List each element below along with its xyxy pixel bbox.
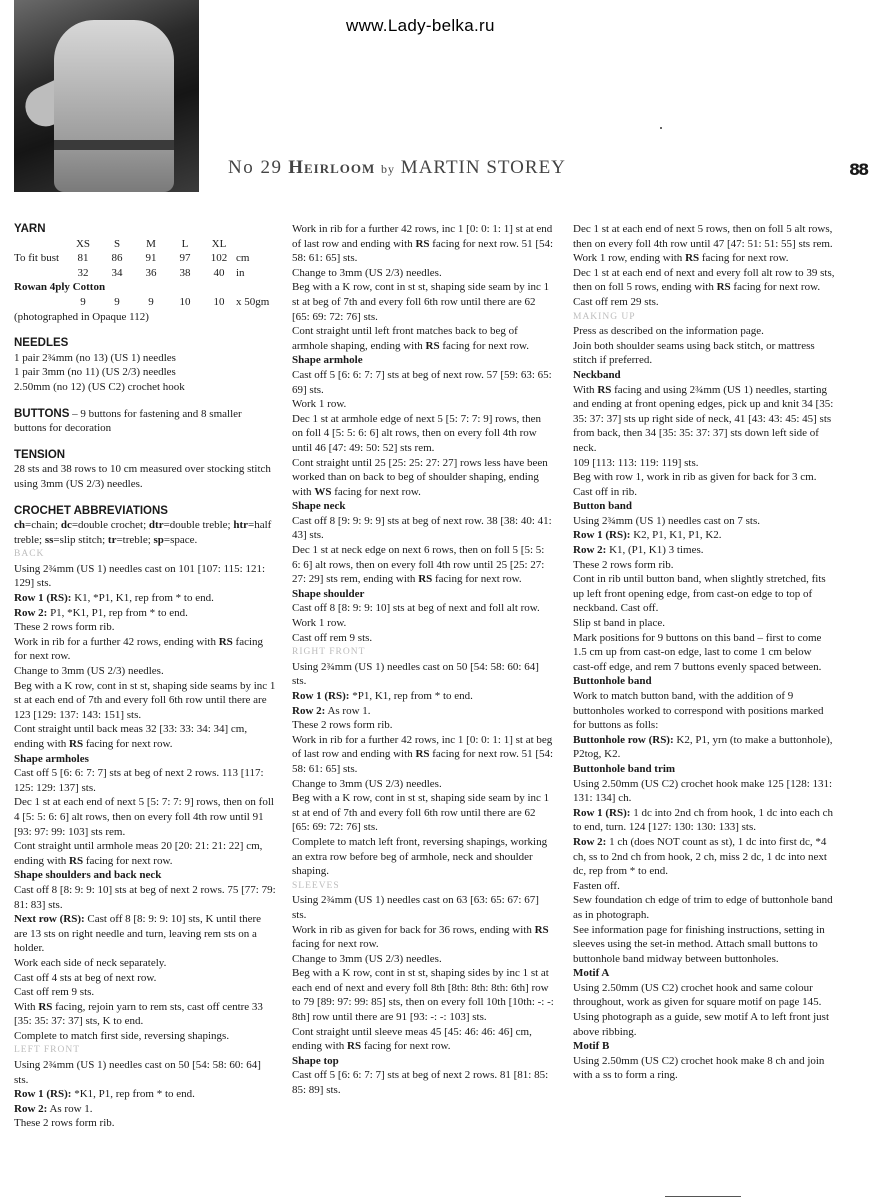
instruction-text: Cast off 5 [6: 6: 7: 7] sts at beg of next 2 rows. 113 [117: 125: 129: 137] sts. (14, 767, 264, 794)
instruction-text: These 2 rows form rib. (14, 1117, 115, 1130)
instruction-line (573, 251, 835, 266)
buttons-heading: BUTTONS (14, 407, 70, 420)
instruction-text: Cont in rib until button band, when slightly stretched, fits up left front opening edge, from cast-on edge to top of neckband. Cast off. (573, 573, 826, 615)
subheading: Motif A (573, 967, 610, 980)
instruction-text: K1, (P1, K1) 3 times. (606, 544, 704, 557)
instruction-line (573, 777, 835, 806)
instruction-line (292, 893, 554, 922)
instruction-text: Using 2.50mm (US C2) crochet hook make 125 [128: 131: 131: 134] ch. (573, 777, 833, 805)
instruction-text: Cont straight until left front matches back to beg of armhole shaping, ending with (292, 325, 518, 352)
instruction-text: Cast off 8 [9: 9: 9: 9] sts at beg of next row. 38 [38: 40: 41: 43] sts. (292, 514, 552, 542)
instruction-line (14, 883, 276, 912)
instruction-text: 1 ch (does NOT count as st), 1 dc into first dc, *4 ch, ss to 2nd ch from hook, 2 ch, miss 2 dc, 1 dc into next dc, rep from * to end. (573, 835, 827, 878)
abbr-term: ss (44, 533, 54, 546)
side-label: RS (415, 748, 430, 761)
instruction-text: Work in rib for a further 42 rows, inc 1 [0: 0: 1: 1] st at beg of last row and ending with (292, 733, 553, 761)
instruction-line (573, 339, 835, 368)
yarn-qty-cell: 10 (213, 295, 225, 308)
yarn-qty-cell: 9 (80, 295, 86, 308)
instruction-text: Using 2¾mm (US 1) needles cast on 7 sts. (573, 514, 760, 527)
buttons-para (14, 407, 276, 436)
subheading: Shape armholes (14, 752, 89, 765)
side-label: RS (38, 1000, 53, 1013)
instruction-text: Cont straight until 25 [25: 25: 27: 27] rows less have been worked than on back to beg of shoulder shaping, ending with (292, 456, 548, 498)
size-row (14, 237, 269, 252)
instruction-text: These 2 rows form rib. (14, 621, 115, 634)
instruction-line (573, 923, 835, 967)
instruction-line (573, 689, 835, 733)
fit-cm-cell: 97 (179, 252, 191, 265)
instruction-text: As row 1. (325, 704, 371, 717)
instruction-text: Cont straight until sleeve meas 45 [45: 46: 46: 46] cm, ending with (292, 1025, 532, 1053)
instruction-line (14, 635, 276, 664)
row-label: Buttonhole row (RS): (573, 733, 674, 746)
instruction-text: Beg with row 1, work in rib as given for back for 3 cm. (573, 471, 817, 484)
instruction-text: Fasten off. (573, 879, 620, 892)
side-label: RS (597, 383, 612, 396)
side-label: RS (425, 339, 440, 352)
instruction-text: facing for next row. (361, 1040, 451, 1053)
size-table (14, 237, 269, 310)
fit-in-cell: 32 (77, 266, 89, 279)
sleeves-heading: SLEEVES (292, 880, 340, 891)
instruction-text: facing for next row. (699, 252, 789, 265)
yarn-qty-cell: 9 (114, 295, 120, 308)
instruction-line (292, 324, 554, 353)
back-heading: BACK (14, 549, 45, 560)
instruction-line (292, 456, 554, 500)
abbr-def: =space. (163, 533, 198, 546)
fit-cm-row (14, 251, 269, 266)
instruction-text: Work in rib for a further 42 rows, ending with (14, 635, 219, 648)
instruction-line (573, 616, 835, 631)
yarn-heading: YARN (14, 223, 46, 235)
instruction-line (14, 606, 276, 621)
side-label: RS (534, 923, 549, 936)
row-label: Row 1 (RS): (573, 529, 631, 542)
instruction-text: With (573, 383, 598, 396)
abbreviations-text (14, 518, 276, 547)
unit-cm: cm (236, 252, 250, 265)
instruction-text: Change to 3mm (US 2/3) needles. (292, 777, 442, 790)
instruction-line (573, 528, 835, 543)
instruction-line (573, 835, 835, 879)
instruction-text: See information page for finishing instructions, setting in sleeves using the set-in method. Attach small buttons to buttonhole band midway between buttonholes. (573, 923, 825, 965)
column-1 (14, 222, 276, 1131)
instruction-line (14, 795, 276, 839)
instruction-line (292, 601, 554, 616)
row-label: Row 1 (RS): (14, 592, 72, 605)
pattern-heading (228, 157, 566, 179)
instruction-text: Cast off 8 [8: 9: 9: 10] sts at beg of next and foll alt row. (292, 602, 540, 615)
subheading: Shape neck (292, 500, 346, 513)
side-label: RS (685, 252, 700, 265)
instruction-text: *K1, P1, rep from * to end. (71, 1088, 195, 1101)
instruction-text: Mark positions for 9 buttons on this band – first to come 1.5 cm up from cast-on edge, last to come 1 cm below cast-off edge, and rem 7 buttons evenly spaced between. (573, 631, 822, 673)
abbr-def: =half treble; (14, 519, 272, 546)
right-front-section (292, 660, 554, 879)
yarn-note: (photographed in Opaque 112) (14, 310, 149, 323)
size-cell: L (181, 237, 189, 250)
instruction-line (573, 806, 835, 835)
subheading: Buttonhole band (573, 675, 652, 688)
instruction-line (573, 543, 835, 558)
instruction-text: Change to 3mm (US 2/3) needles. (14, 665, 164, 678)
instruction-text: Cast off 8 [8: 9: 9: 10] sts at beg of next 2 rows. 75 [77: 79: 81: 83] sts. (14, 883, 276, 911)
buttons-text: – 9 buttons for fastening and 8 smaller buttons for decoration (14, 407, 242, 435)
row-label: Row 2: (573, 544, 607, 557)
yarn-qty-row (14, 295, 269, 310)
instruction-text: facing for next row. (14, 635, 264, 663)
making-up-heading: MAKING UP (573, 311, 636, 322)
instruction-line (14, 956, 276, 971)
abbr-term: ch (14, 519, 25, 532)
instruction-line (573, 733, 835, 762)
instruction-text: facing, rejoin yarn to rem sts, cast off centre 33 [35: 35: 37: 37] sts, K to end. (14, 1000, 263, 1028)
instruction-text: Dec 1 st at neck edge on next 6 rows, then on foll 5 [5: 5: 6: 6] alt rows, then on every foll 4th row until 25 [25: 27: 27: 29] sts rem, ending with (292, 544, 545, 586)
instruction-line (573, 222, 835, 251)
side-label: RS (418, 573, 433, 586)
instruction-line (292, 718, 554, 733)
making-up-section (573, 324, 835, 1083)
instruction-line (573, 879, 835, 894)
yarn-qty-cell: 10 (179, 295, 191, 308)
pattern-number: No 29 (228, 157, 283, 178)
instruction-line (573, 514, 835, 529)
instruction-line (573, 1010, 835, 1039)
instruction-text: 109 [113: 113: 119: 119] sts. (573, 456, 699, 469)
instruction-line (292, 923, 554, 952)
instruction-text: Cast off 4 sts at beg of next row. (14, 971, 157, 984)
fit-in-cell: 38 (179, 266, 191, 279)
instruction-text: facing for next row. (331, 485, 421, 498)
subheading: Neckband (573, 368, 621, 381)
abbreviations-heading: CROCHET ABBREVIATIONS (14, 504, 168, 517)
yarn-qty-cell: 9 (148, 295, 154, 308)
side-label: RS (716, 281, 731, 294)
subheading: Button band (573, 500, 633, 513)
instruction-text: Work 1 row. (292, 398, 347, 411)
instruction-text: Cast off 5 [6: 6: 7: 7] sts at beg of next 2 rows. 81 [81: 85: 85: 89] sts. (292, 1069, 549, 1097)
instruction-text: Dec 1 st at each end of next and every foll alt row to 39 sts, then on foll 5 rows, ending with (573, 266, 835, 294)
pattern-title: Heirloom (288, 157, 376, 178)
page-number-mark: 88 (849, 160, 868, 179)
instruction-line (292, 222, 554, 266)
back-section (14, 562, 276, 1044)
pattern-author: MARTIN STOREY (400, 157, 566, 178)
instruction-line (292, 368, 554, 397)
size-cell: XL (211, 237, 227, 250)
fit-cm-cell: 81 (77, 252, 89, 265)
side-label: RS (347, 1040, 362, 1053)
row-label: Row 1 (RS): (292, 690, 350, 702)
speck (660, 127, 662, 129)
sleeves-continued (573, 222, 835, 310)
instruction-line (573, 295, 835, 310)
left-front-heading: LEFT FRONT (14, 1045, 81, 1056)
instruction-line (292, 791, 554, 835)
instruction-line (292, 689, 554, 704)
instruction-line (573, 470, 835, 485)
instruction-line (14, 591, 276, 606)
abbr-term: tr (107, 533, 117, 546)
instruction-text: Sew foundation ch edge of trim to edge of buttonhole band as in photograph. (573, 894, 833, 921)
fit-in-row (14, 266, 269, 281)
unit-qty: x 50gm (236, 295, 270, 308)
side-label: RS (69, 854, 84, 867)
instruction-text: Dec 1 st at armhole edge of next 5 [5: 7: 7: 9] rows, then on foll 4 [5: 5: 6: 6] alt rows, then on every foll 4th row until 46 [47: 49: 50: 52] sts rem. (292, 412, 541, 454)
instruction-text: facing for next row. (730, 281, 821, 294)
instruction-text: Work to match button band, with the addition of 9 buttonholes worked to correspond with positions marked for buttons as folls: (573, 690, 824, 732)
abbr-term: dtr (148, 519, 164, 532)
instruction-line (14, 1087, 276, 1102)
instruction-line (573, 1054, 835, 1083)
instruction-line (14, 1116, 276, 1131)
row-label: Row 2: (14, 606, 48, 619)
row-label: Row 1 (RS): (14, 1088, 72, 1101)
instruction-line (292, 616, 554, 631)
row-label: Row 2: (14, 1102, 48, 1115)
sleeves-section (292, 893, 554, 1097)
left-front-continued (292, 222, 554, 645)
instruction-text: Beg with a K row, cont in st st, shaping sides by inc 1 st at each end of next and every foll 8th [8th: 8th: 8th: 6th] row to 79 [89: 97: 99: 85] sts, then on every foll 10th [10th: -: -: 8th] row until there are 91 [93: -: -: 103] sts. (292, 967, 554, 1024)
instruction-line (573, 572, 835, 616)
instruction-text: facing for next row. 51 [54: 58: 61: 65] sts. (292, 237, 554, 265)
instruction-line (292, 704, 554, 719)
instruction-text: Cast off 5 [6: 6: 7: 7] sts at beg of next row. 57 [59: 63: 65: 69] sts. (292, 368, 552, 396)
instruction-text: Cont straight until armhole meas 20 [20: 21: 21: 22] cm, ending with (14, 840, 263, 867)
instruction-text: Beg with a K row, cont in st st, shaping side seam by inc 1 st at end of 7th and every foll 6th row until there are 62 [65: 69: 72: 76] sts. (292, 792, 550, 834)
instruction-text: These 2 rows form rib. (292, 719, 393, 732)
instruction-text: Change to 3mm (US 2/3) needles. (292, 266, 442, 279)
tension-heading: TENSION (14, 448, 66, 461)
instruction-line (292, 631, 554, 646)
pattern-by: by (381, 162, 396, 176)
instruction-text: Using 2¾mm (US 1) needles cast on 50 [54: 58: 60: 64] sts. (14, 1059, 261, 1086)
subheading: Shape shoulders and back neck (14, 869, 162, 882)
model-photo (14, 0, 199, 192)
instruction-line (14, 839, 276, 868)
side-label: RS (218, 635, 233, 648)
instruction-text: Work in rib for a further 42 rows, inc 1 [0: 0: 1: 1] st at end of last row and ending with (292, 223, 553, 250)
instruction-line (292, 835, 554, 879)
site-url[interactable]: www.Lady-belka.ru (346, 16, 495, 35)
instruction-text: Slip st band in place. (573, 617, 665, 630)
instruction-line (292, 514, 554, 543)
instruction-line (573, 981, 835, 1010)
instruction-text: Using 2¾mm (US 1) needles cast on 101 [107: 115: 121: 129] sts. (14, 562, 266, 590)
instruction-line (292, 543, 554, 587)
instruction-text: facing for next row. (432, 573, 522, 586)
abbr-term: dc (60, 519, 72, 532)
fit-cm-cell: 91 (145, 252, 157, 265)
abbr-def: =chain; (25, 519, 61, 532)
instruction-text: Join both shoulder seams using back stitch, or mattress stitch if preferred. (573, 339, 815, 367)
instruction-line (292, 733, 554, 777)
instruction-line (292, 280, 554, 324)
size-cell: XS (75, 237, 91, 250)
unit-in: in (236, 266, 245, 279)
fit-in-cell: 40 (213, 266, 225, 279)
needle-item: 1 pair 3mm (no 11) (US 2/3) needles (14, 366, 176, 379)
instruction-line (14, 1000, 276, 1029)
instruction-line (573, 558, 835, 573)
instruction-text: Cont straight until back meas 32 [33: 33: 34: 34] cm, ending with (14, 723, 248, 750)
instruction-text: facing for next row. (83, 854, 173, 867)
instruction-text: facing for next row. 51 [54: 58: 61: 65] sts. (292, 748, 554, 775)
instruction-text: Work each side of neck separately. (14, 956, 167, 969)
instruction-text: Cast off rem 29 sts. (573, 295, 659, 308)
instruction-text: Cast off 8 [8: 9: 9: 10] sts, K until there are 13 sts on right needle and turn, leaving rem sts on a holder. (14, 913, 262, 955)
instruction-text: Change to 3mm (US 2/3) needles. (292, 952, 442, 965)
instruction-line (573, 893, 835, 922)
fit-label: To fit bust (14, 252, 60, 265)
row-label: Row 2: (292, 704, 326, 717)
instruction-line (573, 631, 835, 675)
instruction-line (14, 620, 276, 635)
subheading: Buttonhole band trim (573, 762, 676, 775)
instruction-text: facing for next row. (439, 339, 529, 352)
instruction-text: Using 2¾mm (US 1) needles cast on 50 [54: 58: 60: 64] sts. (292, 660, 539, 688)
instruction-line (573, 456, 835, 471)
instruction-line (14, 679, 276, 723)
column-3 (573, 222, 835, 1083)
fit-cm-cell: 102 (210, 252, 228, 265)
instruction-text: Work in rib as given for back for 36 rows, ending with (292, 923, 535, 936)
fit-in-cell: 34 (111, 266, 123, 279)
instruction-line (573, 383, 835, 456)
instruction-text: These 2 rows form rib. (573, 558, 674, 571)
instruction-text: P1, *K1, P1, rep from * to end. (47, 606, 188, 619)
abbr-def: =double treble; (163, 519, 234, 532)
instruction-line (292, 952, 554, 967)
instruction-line (14, 562, 276, 591)
instruction-text: Using photograph as a guide, sew motif A to left front just above ribbing. (573, 1011, 830, 1038)
instruction-text: Beg with a K row, cont in st st, shaping side seams by inc 1 st at each end of 7th and every foll 6th row until there are 123 [129: 137: 143: 151] sts. (14, 679, 276, 721)
instruction-line (292, 1025, 554, 1054)
instruction-text: Dec 1 st at each end of next 5 rows, then on foll 5 alt rows, then on every foll 4th row until 47 [47: 51: 51: 55] sts rem. (573, 223, 833, 250)
needle-item: 1 pair 2¾mm (no 13) (US 1) needles (14, 351, 176, 364)
instruction-text: Complete to match first side, reversing shapings. (14, 1029, 230, 1042)
row-label: Row 1 (RS): (573, 806, 631, 819)
needle-item: 2.50mm (no 12) (US C2) crochet hook (14, 380, 185, 393)
subheading: Motif B (573, 1040, 610, 1053)
size-cell: S (113, 237, 121, 250)
instruction-text: Using 2.50mm (US C2) crochet hook and same colour throughout, work as given for square motif on page 145. (573, 981, 822, 1009)
instruction-text: 1 dc into 2nd ch from hook, 1 dc into each ch to end, turn. 124 [127: 130: 130: 133] sts. (573, 806, 833, 834)
instruction-text: Work 1 row, ending with (573, 252, 686, 265)
instruction-line (573, 485, 835, 500)
instruction-text: With (14, 1000, 39, 1013)
instruction-line (14, 1102, 276, 1117)
fit-cm-cell: 86 (111, 252, 123, 265)
instruction-line (292, 412, 554, 456)
subheading: Shape armhole (292, 354, 363, 367)
needles-heading: NEEDLES (14, 337, 69, 350)
size-cell: M (146, 237, 156, 250)
instruction-text: Cast off rem 9 sts. (14, 986, 95, 999)
instruction-text: *P1, K1, rep from * to end. (349, 690, 473, 702)
yarn-name: Rowan 4ply Cotton (14, 281, 106, 294)
instruction-text: Beg with a K row, cont in st st, shaping side seam by inc 1 st at beg of 7th and every foll 6th row until there are 62 [65: 69: 72: 76] sts. (292, 281, 550, 323)
instruction-text: facing and using 2¾mm (US 1) needles, starting and ending at front opening edges, pick up and knit 34 [35: 35: 37: 37] sts up right side of neck, 41 [43: 43: 45: 45] sts from back, then 34 [35: 35: 37: 37] sts down left side of neck. (573, 383, 834, 454)
instruction-text: Cast off in rib. (573, 485, 637, 498)
instruction-text: Using 2¾mm (US 1) needles cast on 63 [63: 65: 67: 67] sts. (292, 894, 539, 921)
left-front-section (14, 1058, 276, 1131)
instruction-line (292, 266, 554, 281)
instruction-line (573, 266, 835, 295)
instruction-text: Using 2.50mm (US C2) crochet hook make 8 ch and join with a ss to form a ring. (573, 1054, 825, 1082)
instruction-text: Press as described on the information page. (573, 325, 764, 338)
instruction-line (14, 1029, 276, 1044)
abbr-def: =double crochet; (71, 519, 149, 532)
instruction-line (292, 660, 554, 689)
instruction-line (573, 324, 835, 339)
abbr-term: htr (233, 519, 249, 532)
instruction-text: K2, P1, K1, P1, K2. (630, 529, 722, 542)
side-label: RS (415, 237, 430, 250)
instruction-line (14, 1058, 276, 1087)
instruction-text: facing for next row. (292, 938, 379, 951)
instruction-line (292, 966, 554, 1024)
abbr-def: =treble; (116, 533, 154, 546)
instruction-text: facing for next row. (83, 738, 173, 750)
instruction-line (14, 985, 276, 1000)
instruction-text: Cast off rem 9 sts. (292, 631, 373, 644)
tension-text: 28 sts and 38 rows to 10 cm measured over stocking stitch using 3mm (US 2/3) needles. (14, 463, 271, 490)
instruction-line (14, 722, 276, 751)
instruction-line (14, 912, 276, 956)
row-label: Row 2: (573, 835, 607, 848)
abbr-term: sp (153, 533, 164, 546)
instruction-text: Dec 1 st at each end of next 5 [5: 7: 7: 9] rows, then on foll 4 [5: 5: 6: 6] alt rows, then on every foll 4th row until 91 [93: 97: 99: 103] sts rem. (14, 796, 274, 838)
instruction-text: Complete to match left front, reversing shapings, working an extra row before beg of armhole, neck and shoulder shaping. (292, 835, 548, 878)
subheading: Shape top (292, 1054, 339, 1067)
side-label: RS (69, 738, 84, 750)
fit-in-cell: 36 (145, 266, 157, 279)
instruction-line (14, 664, 276, 679)
side-label: WS (314, 485, 332, 498)
instruction-line (292, 397, 554, 412)
instruction-text: As row 1. (47, 1102, 93, 1115)
right-front-heading: RIGHT FRONT (292, 647, 366, 658)
instruction-text: K1, *P1, K1, rep from * to end. (71, 592, 214, 605)
instruction-text: Work 1 row. (292, 617, 347, 630)
footer-rule (665, 1196, 741, 1197)
instruction-line (292, 1068, 554, 1097)
abbr-def: =slip stitch; (53, 533, 108, 546)
instruction-text: K2, P1, yrn (to make a buttonhole), P2tog, K2. (573, 733, 833, 761)
instruction-line (292, 777, 554, 792)
subheading: Shape shoulder (292, 587, 365, 600)
column-2 (292, 222, 554, 1098)
instruction-line (14, 766, 276, 795)
row-label: Next row (RS): (14, 913, 85, 926)
instruction-line (14, 971, 276, 986)
